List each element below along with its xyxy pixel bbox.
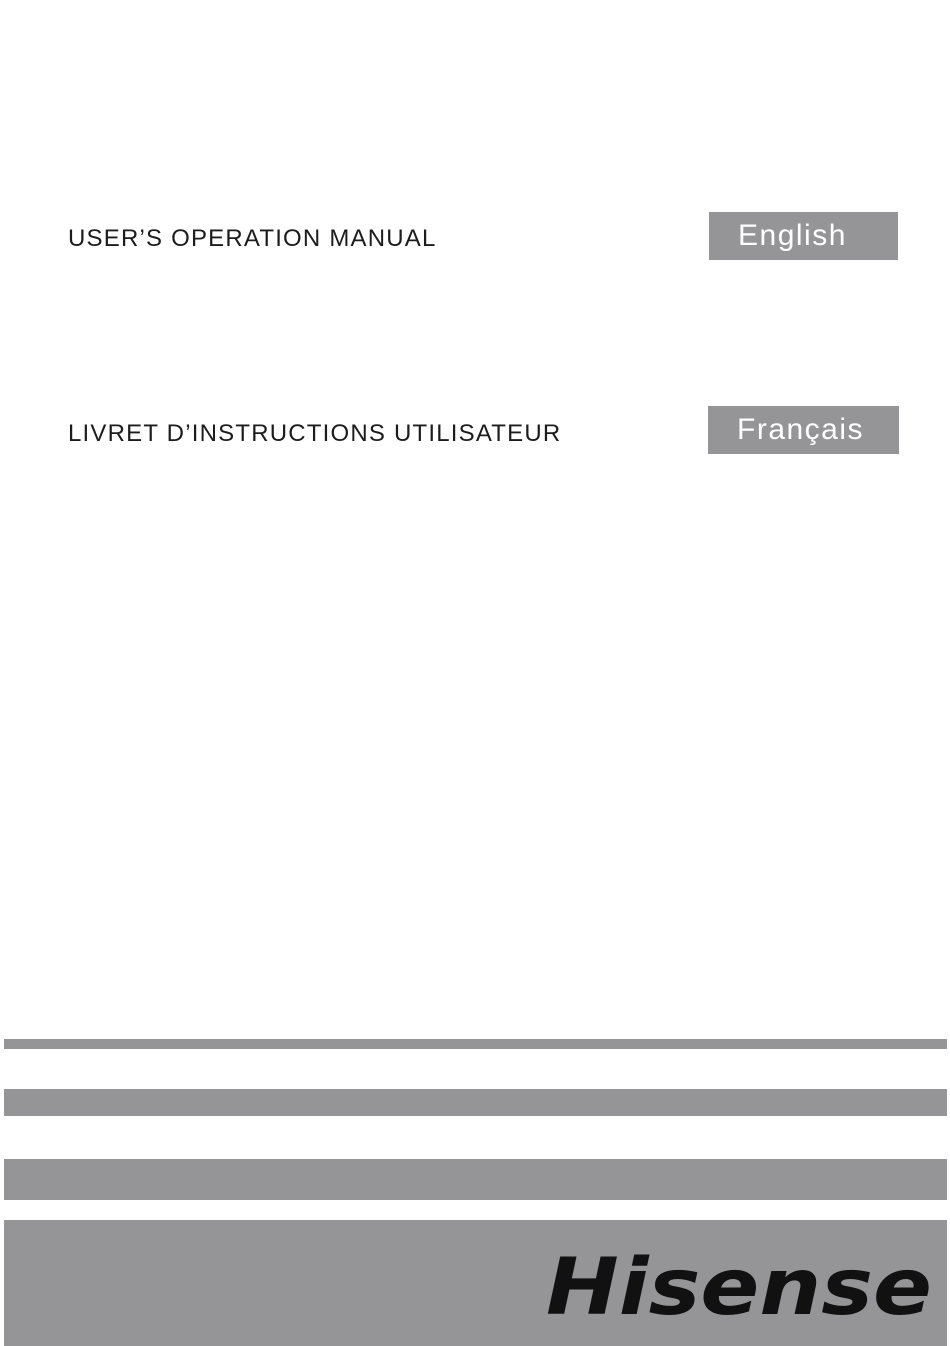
- french-language-tag: Français: [708, 406, 899, 454]
- english-manual-title: USER’S OPERATION MANUAL: [68, 225, 437, 252]
- french-manual-title: LIVRET D’INSTRUCTIONS UTILISATEUR: [68, 420, 562, 447]
- english-language-tag: English: [709, 212, 898, 260]
- decorative-band-thin: [4, 1039, 947, 1049]
- decorative-band-wide: [4, 1159, 947, 1200]
- hisense-logo-text: Hisense: [546, 1248, 932, 1326]
- hisense-logo: [544, 1248, 934, 1326]
- decorative-band-medium: [4, 1089, 947, 1116]
